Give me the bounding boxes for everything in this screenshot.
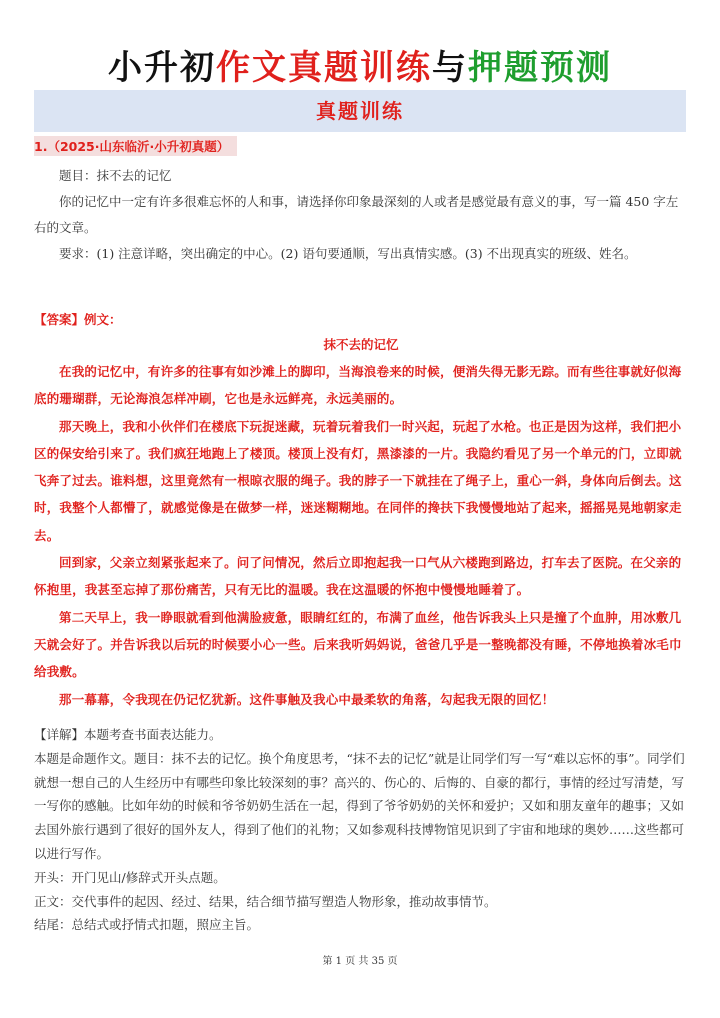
analysis-label: 【详解】 [34,727,85,742]
question-topic: 题目：抹不去的记忆 [59,168,172,183]
analysis-block [34,723,688,937]
question-prompt: 你的记忆中一定有许多很难忘怀的人和事，请选择你印象最深刻的人或者是感觉最有意义的事，写一篇 450 字左右的文章。 [34,194,679,235]
essay-paragraph: 回到家，父亲立刻紧张起来了。问了问情况，然后立即抱起我一口气从六楼跑到路边，打车去了医院。在父亲的怀抱里，我甚至忘掉了那份痛苦，只有无比的温暖。我在这温暖的怀抱中慢慢地睡着了。 [34,555,682,598]
essay-paragraph: 那一幕幕，令我现在仍记忆犹新。这件事触及我心中最柔软的角落，勾起我无限的回忆！ [59,691,555,707]
question-block [34,163,688,267]
question-heading: 1.（2025·山东临沂·小升初真题） [34,136,237,156]
analysis-intro: 本题考查书面表达能力。 [84,727,222,742]
analysis-ending: 结尾：总结式或抒情式扣题，照应主旨。 [34,917,260,933]
section-title: 真题训练 [316,99,404,123]
essay-paragraph: 那天晚上，我和小伙伴们在楼底下玩捉迷藏，玩着玩着我们一时兴起，玩起了水枪。也正是因为这样，我们把小区的保安给引来了。我们疯狂地跑上了楼顶。楼顶上没有灯，黑漆漆的一片。我隐约看见了另一个单元的门，立即就飞奔了过去。谁料想，这里竟然有一根晾衣服的绳子。我的脖子一下就挂在了绳子上，重心一斜，身体向后倒去。这时，我整个人都懵了，就感觉像是在做梦一样，迷迷糊糊地。在同伴的搀扶下我慢慢地站了起来，摇摇晃晃地朝家走去。 [34,418,682,543]
essay-title: 抹不去的记忆 [323,337,399,352]
document-title [0,40,720,89]
analysis-main: 正文：交代事件的起因、经过、结果，结合细节描写塑造人物形象，推动故事情节。 [34,893,497,909]
title-part-3: 与 [432,48,468,88]
page-footer: 第 1 页 共 35 页 [322,956,398,967]
question-requirements: 要求：(1) 注意详略，突出确定的中心。(2) 语句要通顺，写出真情实感。(3) 不出现真实的班级、姓名。 [59,246,637,261]
analysis-intro-line [34,723,688,747]
answer-block [34,308,688,713]
essay-paragraph: 第二天早上，我一睁眼就看到他满脸疲惫，眼睛红红的，布满了血丝，他告诉我头上只是撞了个血肿，用冰敷几天就会好了。并告诉我以后玩的时候要小心一些。后来我听妈妈说，爸爸几乎是一整晚都没有睡，不停地换着冰毛巾给我敷。 [34,609,682,680]
title-part-1: 小升初 [108,48,216,88]
title-part-2: 作文真题训练 [216,48,432,88]
analysis-body: 本题是命题作文。题目：抹不去的记忆。换个角度思考，“抹不去的记忆”就是让同学们写一写“难以忘怀的事”。同学们就想一想自己的人生经历中有哪些印象比较深刻的事？高兴的、伤心的、后悔的、自豪的都行，事情的经过写清楚，写一写你的感触。比如年幼的时候和爷爷奶奶生活在一起，得到了爷爷奶奶的关怀和爱护；又如和朋友童年的趣事；又如去国外旅行遇到了很好的国外友人，得到了他们的礼物；又如参观科技博物馆见识到了宇宙和地球的奥妙……这些都可以进行写作。 [34,750,685,861]
analysis-opening: 开头：开门见山/修辞式开头点题。 [34,869,226,885]
essay-paragraph: 在我的记忆中，有许多的往事有如沙滩上的脚印，当海浪卷来的时候，便消失得无影无踪。而有些往事就好似海底的珊瑚群，无论海浪怎样冲刷，它也是永远鲜亮，永远美丽的。 [34,364,682,407]
section-banner [34,90,686,132]
answer-label: 【答案】例文： [34,312,122,327]
title-part-4: 押题预测 [468,48,612,88]
